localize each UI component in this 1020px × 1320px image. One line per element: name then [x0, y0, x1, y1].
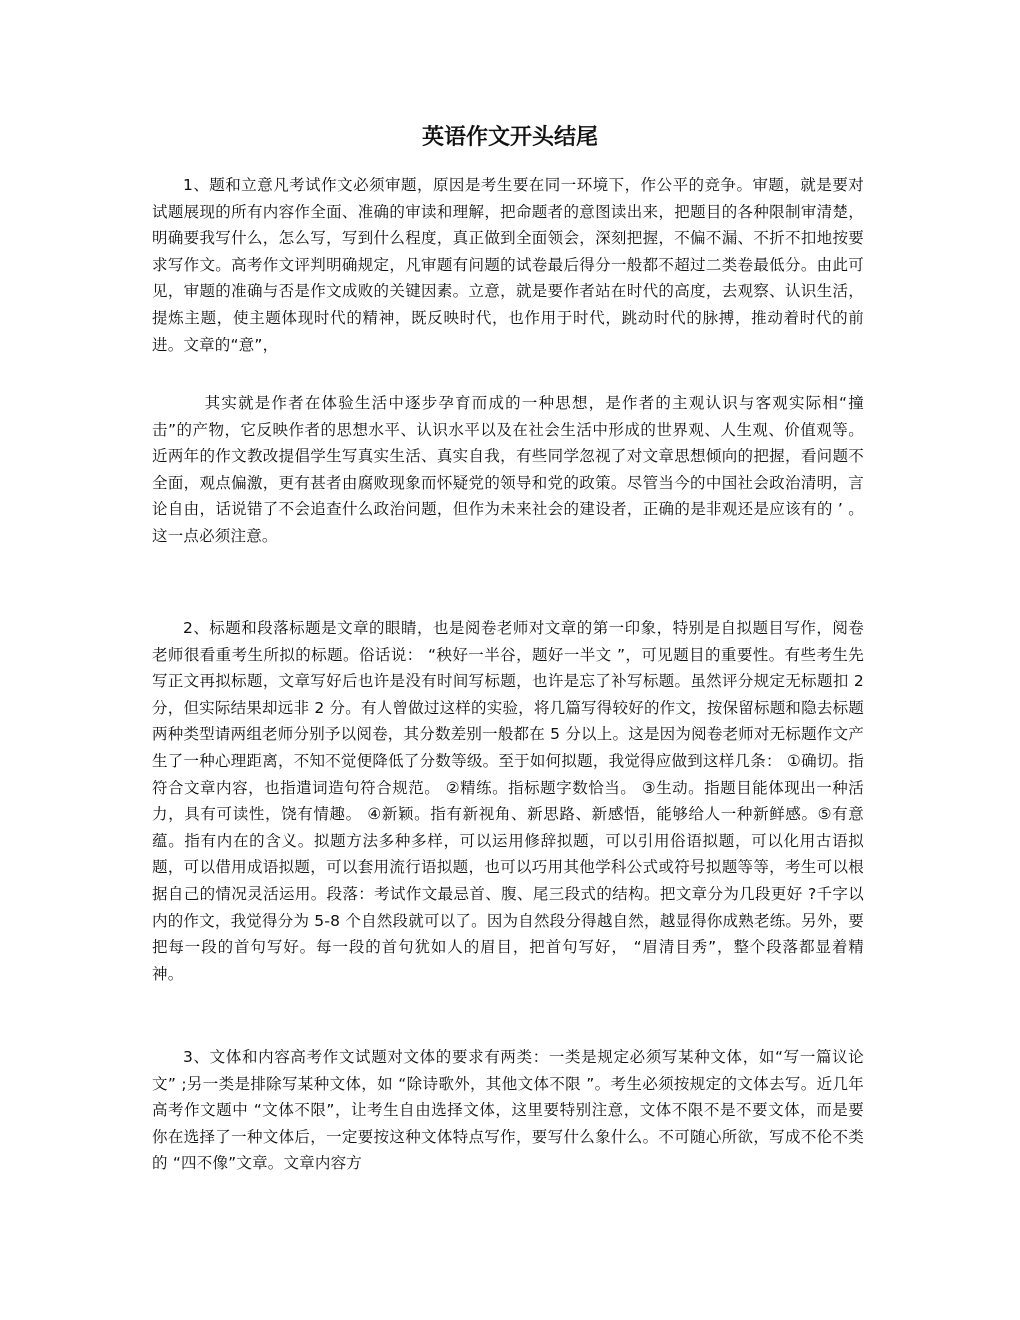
paragraph-3: 2、标题和段落标题是文章的眼睛，也是阅卷老师对文章的第一印象，特别是自拟题目写作，阅卷老师很看重考生所拟的标题。俗话说： “秧好一半谷，题好一半文 ”，可见题目的重要性。有些考生先写正文再拟标题，文章写好后也许是没有时间写标题，也许是忘了补写标题。虽然评分规定无标题扣 2 分，但实际结果却远非 2 分。有人曾做过这样的实验，将几篇写得较好的作文，按保留标题和隐去标题两种类型请两组老师分别予以阅卷，其分数差别一般都在 5 分以上。这是因为阅卷老师对无标题作文产生了一种心理距离，不知不觉便降低了分数等级。至于如何拟题，我觉得应做到这样几条： ①确切。指符合文章内容，也指遣词造句符合规范。 ②精练。指标题字数恰当。 ③生动。指题目能体现出一种活力，具有可读性，饶有情趣。 ④新颖。指有新视角、新思路、新感悟，能够给人一种新鲜感。⑤有意蕴。指有内在的含义。拟题方法多种多样，可以运用修辞拟题，可以引用俗语拟题，可以化用古语拟题，可以借用成语拟题，可以套用流行语拟题，也可以巧用其他学科公式或符号拟题等等，考生可以根据自己的情况灵活运用。段落：考试作文最忌首、腹、尾三段式的结构。把文章分为几段更好 ?千字以内的作文，我觉得分为 5-8 个自然段就可以了。因为自然段分得越自然，越显得你成熟老练。另外，要把每一段的首句写好。每一段的首句犹如人的眉目，把首句写好， “眉清目秀”，整个段落都显着精神。 [152, 619, 864, 983]
paragraph-2: 其实就是作者在体验生活中逐步孕育而成的一种思想，是作者的主观认识与客观实际相“撞击”的产物，它反映作者的思想水平、认识水平以及在社会生活中形成的世界观、人生观、价值观等。近两年的作文教改提倡学生写真实生活、真实自我，有些同学忽视了对文章思想倾向的把握，看问题不全面，观点偏激，更有甚者由腐败现象而怀疑党的领导和党的政策。尽管当今的中国社会政治清明，言论自由，话说错了不会追查什么政治问题，但作为未来社会的建设者，正确的是非观还是应该有的 ’ 。这一点必须注意。 [152, 394, 864, 545]
document-title: 英语作文开头结尾 [421, 124, 598, 150]
paragraph-1: 1、题和立意凡考试作文必须审题，原因是考生要在同一环境下，作公平的竞争。审题，就是要对试题展现的所有内容作全面、准确的审读和理解，把命题者的意图读出来，把题目的各种限制审清楚，明确要我写什么，怎么写，写到什么程度，真正做到全面领会，深刻把握，不偏不漏、不折不扣地按要求写作文。高考作文评判明确规定，凡审题有问题的试卷最后得分一般都不超过二类卷最低分。由此可见，审题的准确与否是作文成败的关键因素。立意，就是要作者站在时代的高度，去观察、认识生活，提炼主题，使主题体现时代的精神，既反映时代，也作用于时代，跳动时代的脉搏，推动着时代的前进。文章的“意”， [152, 176, 864, 354]
paragraph-4: 3、文体和内容高考作文试题对文体的要求有两类：一类是规定必须写某种文体，如“写一篇议论文” ;另一类是排除写某种文体，如 “除诗歌外，其他文体不限 ”。考生必须按规定的文体去写。近几年高考作文题中 “文体不限”，让考生自由选择文体，这里要特别注意，文体不限不是不要文体，而是要你在选择了一种文体后，一定要按这种文体特点写作，要写什么象什么。不可随心所欲，写成不伦不类的 “四不像”文章。文章内容方 [152, 1048, 864, 1173]
